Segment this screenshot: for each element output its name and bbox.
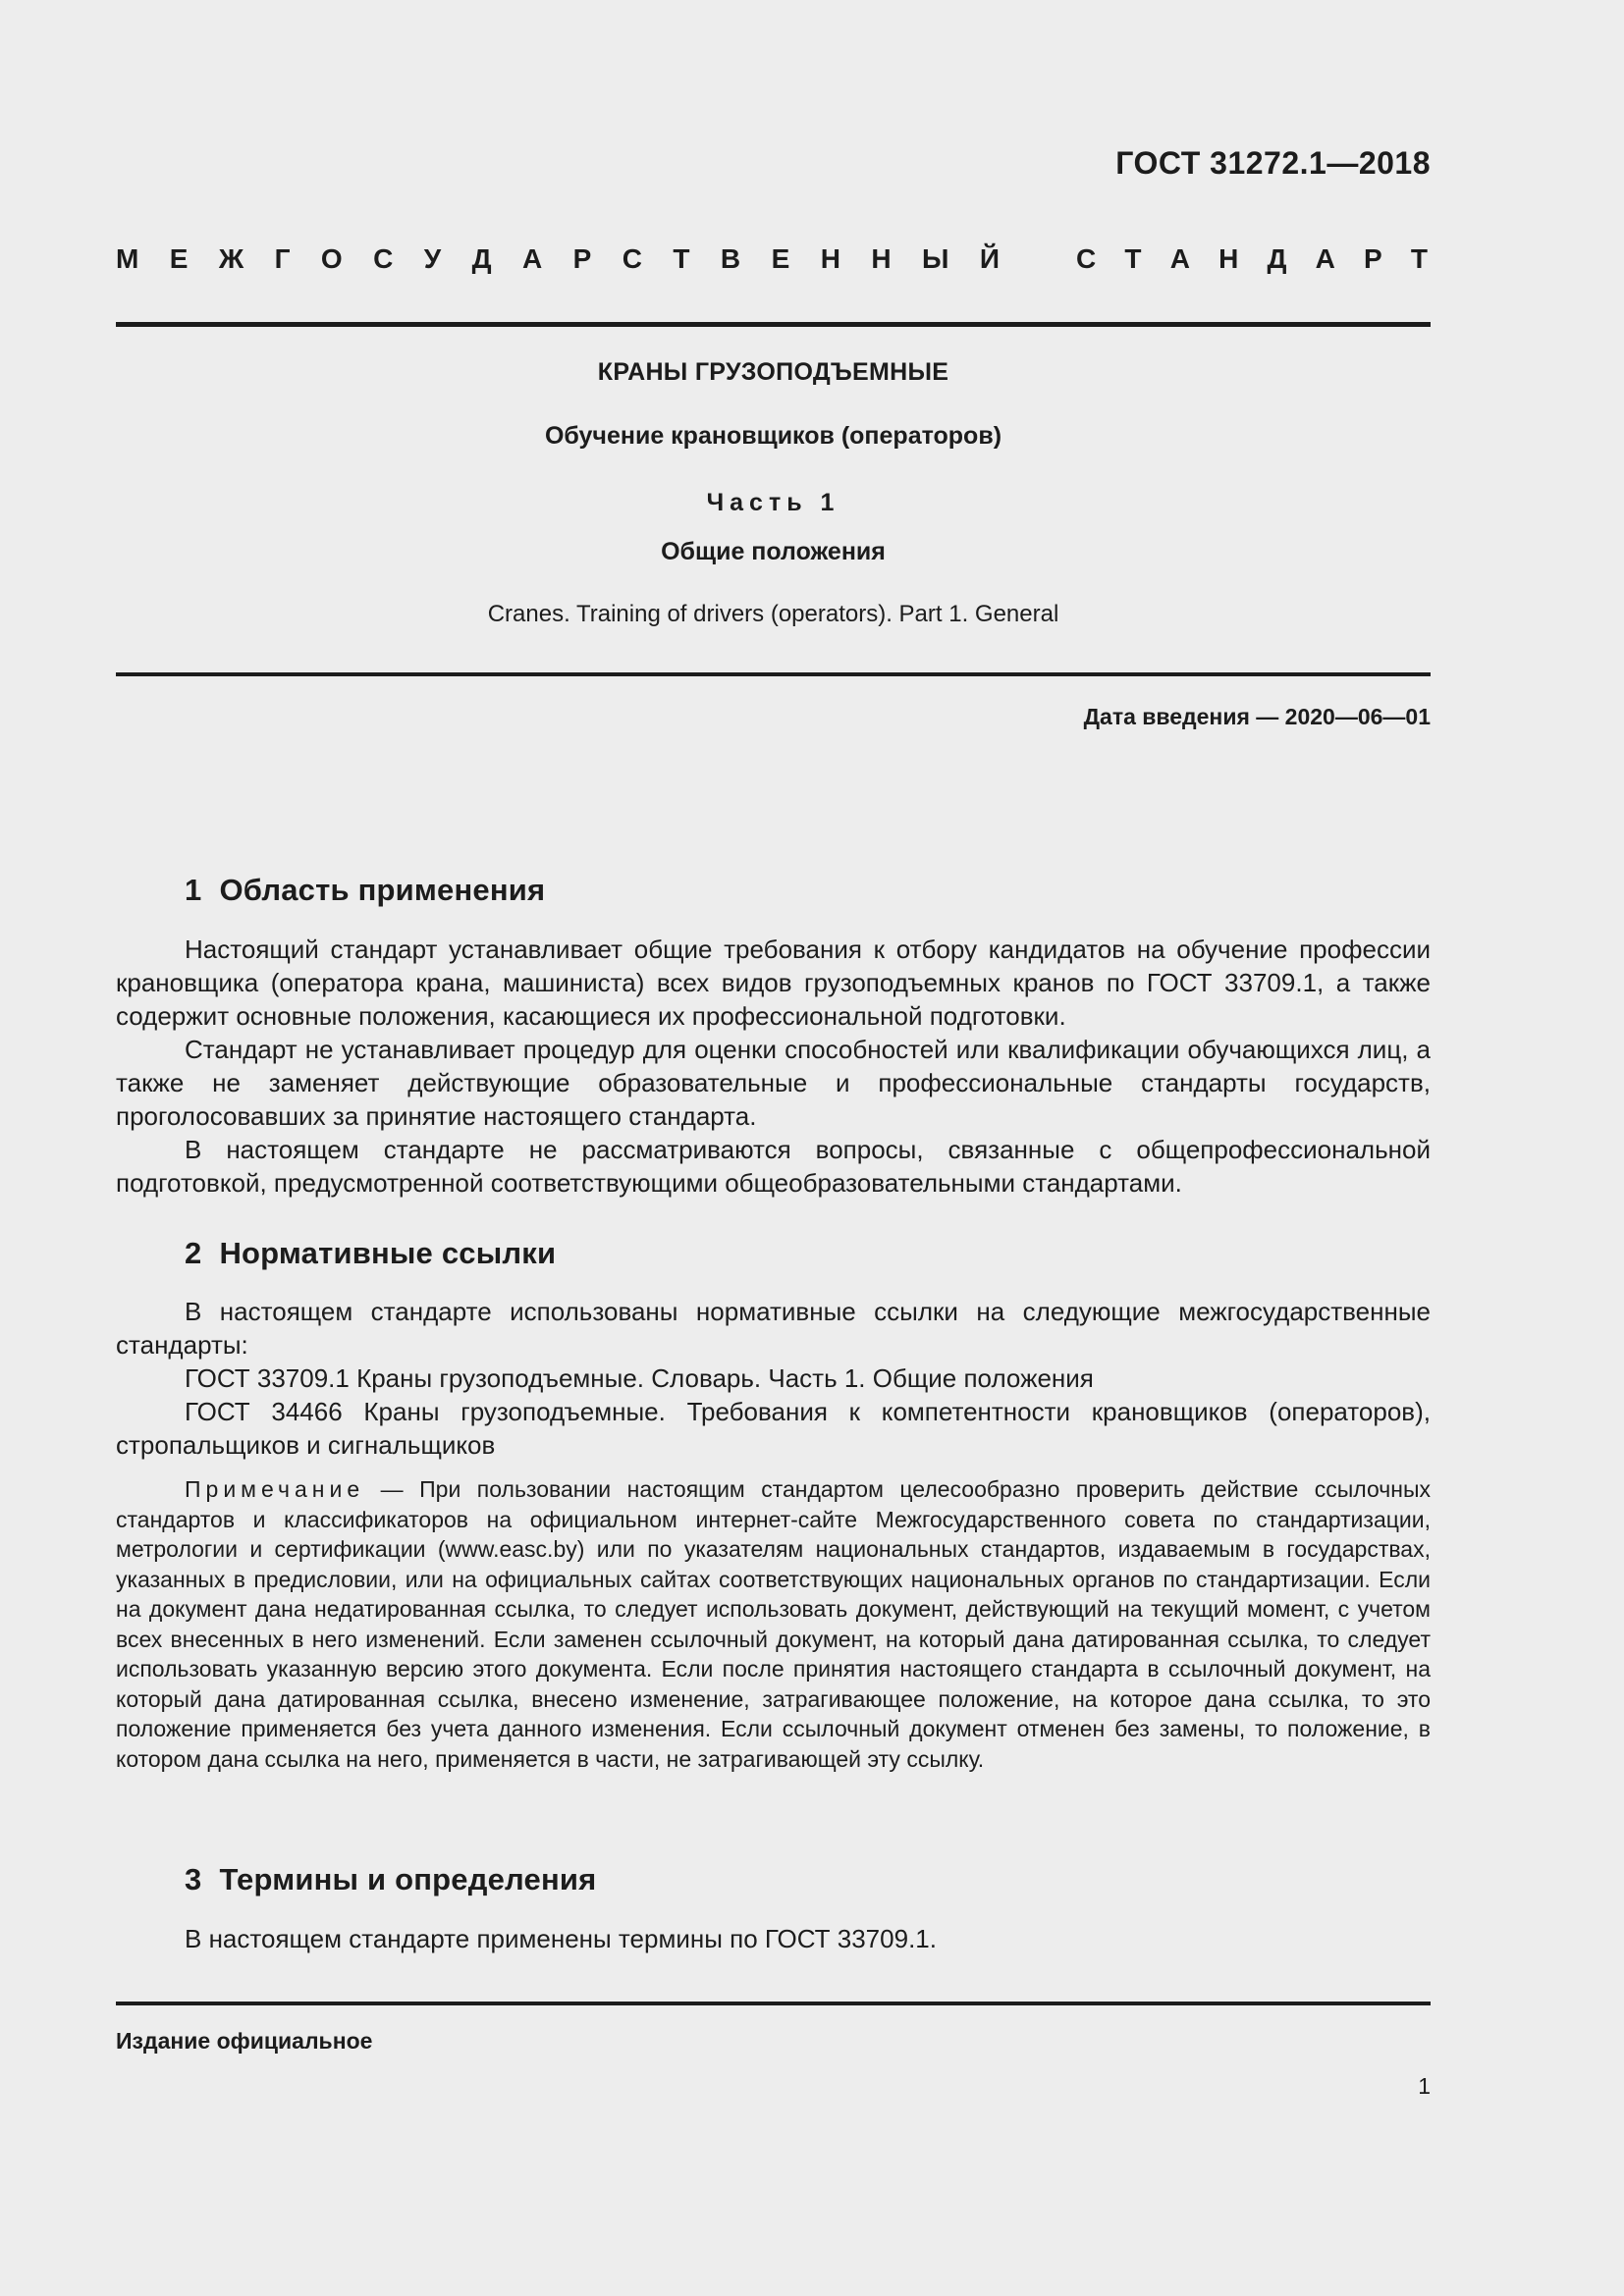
document-number: ГОСТ 31272.1—2018 bbox=[1115, 145, 1431, 181]
document-subtitle: Обучение крановщиков (операторов) bbox=[544, 422, 1002, 450]
section-3-heading bbox=[185, 1862, 596, 1897]
letter: Н bbox=[1218, 243, 1239, 274]
section-number: 2 bbox=[185, 1236, 202, 1270]
letter: Д bbox=[1267, 243, 1287, 274]
document-title-english: Cranes. Training of drivers (operators). Part 1. General bbox=[487, 601, 1059, 627]
letter: Р bbox=[1364, 243, 1382, 274]
note-block bbox=[116, 1474, 1431, 1774]
letter: Т bbox=[1410, 243, 1428, 274]
section-title: Область применения bbox=[219, 873, 546, 907]
paragraph: В настоящем стандарте применены термины по ГОСТ 33709.1. bbox=[185, 1924, 937, 1953]
paragraph: Настоящий стандарт устанавливает общие требования к отбору кандидатов на обучение профессии крановщика (оператора крана, машиниста) всех видов грузоподъемных кранов по ГОСТ 33709.1, а также содержит основные положения, касающиеся их профессиональной подготовки. bbox=[116, 934, 1431, 1031]
letter: Е bbox=[771, 243, 790, 274]
letter: Д bbox=[471, 243, 492, 274]
document-part: Часть 1 bbox=[706, 489, 840, 516]
header-divider bbox=[116, 322, 1431, 327]
note-text: — При пользовании настоящим стандартом целесообразно проверить действие ссылочных стандартов и классификаторов на официальном интернет-сайте Межгосударственного совета по стандартизации, метрологии и сертификации (www.easc.by) или по указателям национальных стандартов, издаваемым в государствах, указанных в предисловии, или на официальных сайтах соответствующих национальных органов по стандартизации. Если на документ дана недатированная ссылка, то следует использовать документ, действующий на текущий момент, с учетом всех внесенных в него изменений. Если заменен ссылочный документ, на который дана датированная ссылка, то следует использовать указанную версию этого документа. Если после принятия настоящего стандарта в ссылочный документ, на который дана датированная ссылка, внесено изменение, затрагивающее положение, на которое дана ссылка, то это положение применяется без учета данного изменения. Если ссылочный документ отменен без замены, то положение, в котором дана ссылка на него, применяется в части, не затрагивающей эту ссылку. bbox=[116, 1476, 1431, 1772]
section-1-heading bbox=[185, 873, 545, 908]
standard-type-heading bbox=[116, 243, 1428, 275]
paragraph: Стандарт не устанавливает процедур для оценки способностей или квалификации обучающихся лиц, а также не заменяет действующие образовательные и профессиональные стандарты государств, проголосовавших за принятие настоящего стандарта. bbox=[116, 1035, 1431, 1131]
section-2-heading bbox=[185, 1236, 556, 1271]
letter: С bbox=[1076, 243, 1097, 274]
letter: А bbox=[1315, 243, 1335, 274]
letter: С bbox=[622, 243, 642, 274]
letter: Т bbox=[1124, 243, 1142, 274]
section-number: 3 bbox=[185, 1862, 202, 1896]
letter: С bbox=[373, 243, 394, 274]
letter: Ы bbox=[922, 243, 949, 274]
section-title: Термины и определения bbox=[219, 1862, 597, 1896]
document-part-name: Общие положения bbox=[661, 538, 886, 565]
section-1-body bbox=[116, 933, 1431, 1200]
letter: Е bbox=[169, 243, 189, 274]
letter: А bbox=[521, 243, 543, 274]
letter: Ж bbox=[218, 243, 244, 274]
title-divider bbox=[116, 672, 1431, 676]
edition-label: Издание официальное bbox=[116, 2028, 373, 2054]
standard-type-word-1 bbox=[116, 243, 1000, 275]
reference-item: ГОСТ 33709.1 Краны грузоподъемные. Словарь. Часть 1. Общие положения bbox=[185, 1363, 1094, 1393]
footer-divider bbox=[116, 2002, 1431, 2005]
letter: Г bbox=[274, 243, 291, 274]
letter: В bbox=[720, 243, 741, 274]
section-2-body bbox=[116, 1295, 1431, 1462]
standard-type-word-2 bbox=[1076, 243, 1428, 275]
letter: А bbox=[1169, 243, 1190, 274]
document-title: КРАНЫ ГРУЗОПОДЪЕМНЫЕ bbox=[597, 358, 949, 386]
letter: Н bbox=[871, 243, 892, 274]
reference-item: ГОСТ 34466 Краны грузоподъемные. Требования к компетентности крановщиков (операторов), стропальщиков и сигнальщиков bbox=[116, 1397, 1431, 1460]
letter: Й bbox=[979, 243, 1000, 274]
letter: М bbox=[116, 243, 139, 274]
page-number: 1 bbox=[1418, 2073, 1431, 2099]
letter: Н bbox=[820, 243, 840, 274]
letter: О bbox=[320, 243, 343, 274]
letter: У bbox=[423, 243, 442, 274]
section-3-body bbox=[116, 1922, 1431, 1955]
introduction-date: Дата введения — 2020—06—01 bbox=[1083, 704, 1431, 729]
letter: Т bbox=[673, 243, 690, 274]
paragraph: В настоящем стандарте не рассматриваются вопросы, связанные с общепрофессиональной подготовкой, предусмотренной соответствующими общеобразовательными стандартами. bbox=[116, 1135, 1431, 1198]
paragraph: В настоящем стандарте использованы нормативные ссылки на следующие межгосударственные стандарты: bbox=[116, 1297, 1431, 1360]
section-number: 1 bbox=[185, 873, 202, 907]
note-label: Примечание bbox=[185, 1476, 365, 1502]
section-title: Нормативные ссылки bbox=[219, 1236, 557, 1270]
letter: Р bbox=[572, 243, 592, 274]
